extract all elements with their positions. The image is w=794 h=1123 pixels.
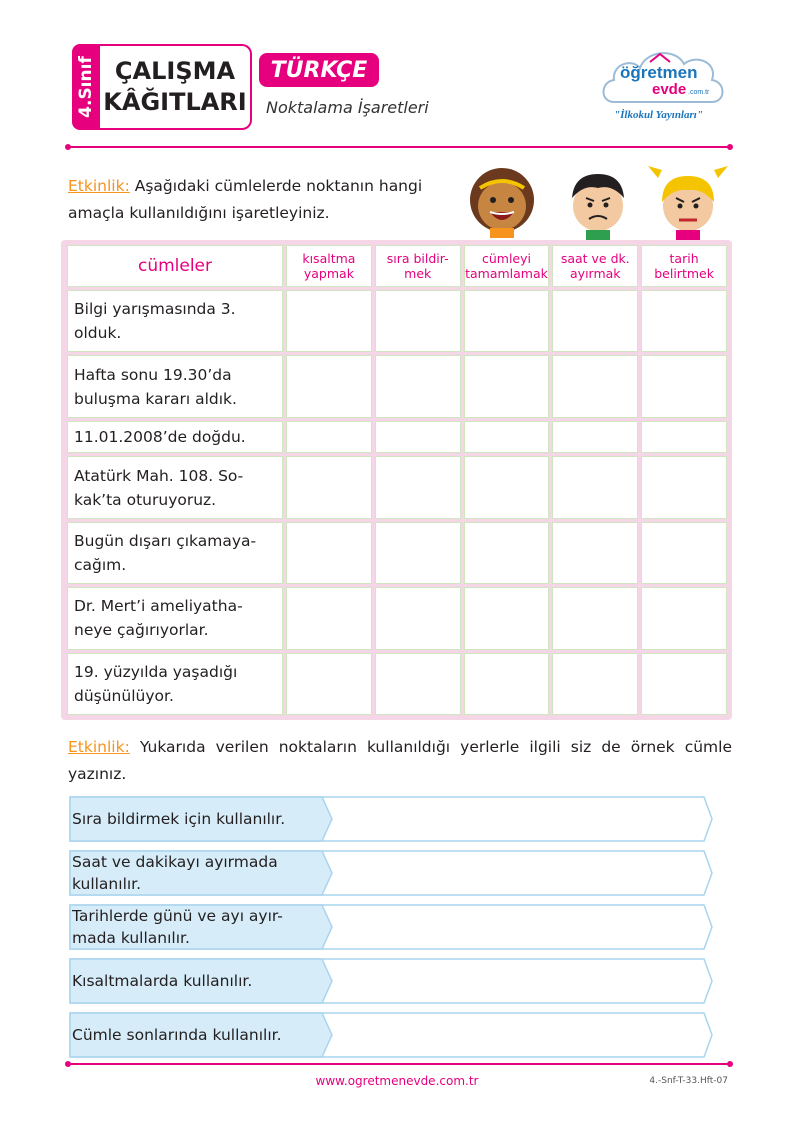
answer-prompt: Kısaltmalarda kullanılır. [72,972,253,990]
column-header-time: saat ve dk. ayırmak [552,245,638,287]
footer-divider [68,1063,730,1065]
answer-cell[interactable] [464,653,550,715]
answer-row [68,957,714,1005]
answer-cell[interactable] [464,456,550,518]
table-row [67,421,727,453]
answer-cell[interactable] [552,355,638,417]
answer-row [68,903,714,951]
logo-suffix: .com.tr [688,89,710,96]
publisher-logo [598,40,730,130]
table-row [67,653,727,715]
grade-tab [72,44,100,130]
title-line-2: KÂĞITLARI [103,88,247,116]
sentence-cell: Bilgi yarışmasında 3. olduk. [67,290,283,352]
subject-badge: TÜRKÇE [259,53,379,87]
sentence-cell: Atatürk Mah. 108. So-kak’ta oturuyoruz. [67,456,283,518]
sentence-cell: Dr. Mert’i ameliyatha-neye çağırıyorlar. [67,587,283,649]
table-row [67,290,727,352]
logo-text: öğretmen [620,63,698,82]
answer-cell[interactable] [286,355,372,417]
answer-row [68,849,714,897]
answer-cell[interactable] [464,290,550,352]
answer-cell[interactable] [552,456,638,518]
activity-2-label: Etkinlik: [68,738,130,756]
activity-1-label: Etkinlik: [68,177,130,195]
answer-cell[interactable] [552,421,638,453]
answer-cell[interactable] [552,290,638,352]
sentence-cell: 11.01.2008’de doğdu. [67,421,283,453]
activity-2-text: Yukarıda verilen noktaların kullanıldığı yerlerle ilgili siz de örnek cümle yazınız. [68,738,732,783]
answer-cell[interactable] [375,522,461,584]
answer-cell[interactable] [286,421,372,453]
sentence-cell: Bugün dışarı çıkamaya-cağım. [67,522,283,584]
answer-cell[interactable] [375,355,461,417]
answer-cell[interactable] [286,587,372,649]
worksheet-title [100,44,252,130]
footer-code: 4.-Snf-T-33.Hft-07 [649,1076,728,1086]
column-header-date: tarih belirtmek [641,245,727,287]
table-row [67,522,727,584]
title-line-1: ÇALIŞMA [114,57,236,85]
column-header-abbreviation: kısaltma yapmak [286,245,372,287]
answer-cell[interactable] [641,653,727,715]
exercise-table [64,242,730,718]
answer-row [68,795,714,843]
answer-cell[interactable] [552,653,638,715]
answer-cell[interactable] [641,421,727,453]
table-row [67,355,727,417]
sad-face-icon [572,174,624,240]
answer-row [68,1011,714,1059]
activity-1-text: Aşağıdaki cümlelerde noktanın hangi amaçla kullanıldığını işaretleyiniz. [68,177,423,222]
answer-cell[interactable] [552,587,638,649]
answer-cell[interactable] [641,522,727,584]
sentence-cell: Hafta sonu 19.30’da buluşma kararı aldık. [67,355,283,417]
laughing-face-icon [470,168,534,238]
answer-cell[interactable] [375,456,461,518]
angry-face-icon [648,166,728,240]
sentence-column-header: cümleler [67,245,283,287]
kids-illustration [462,158,730,248]
header-divider [68,146,730,148]
footer-url[interactable]: www.ogretmenevde.com.tr [315,1074,479,1088]
answer-prompt: Tarihlerde günü ve ayı ayır-mada kullanılır. [72,907,283,947]
answer-cell[interactable] [641,355,727,417]
answer-cell[interactable] [375,587,461,649]
answer-cell[interactable] [375,421,461,453]
answer-cell[interactable] [641,587,727,649]
logo-text-evde: evde [652,81,687,98]
answer-cell[interactable] [464,355,550,417]
table-row [67,587,727,649]
activity-2-instruction [68,734,732,788]
table-header-row [67,245,727,287]
grade-label: 4.Sınıf [76,56,96,118]
topic-title: Noktalama İşaretleri [266,98,429,117]
logo-tagline: "İlkokul Yayınları" [614,109,703,121]
answer-cell[interactable] [464,421,550,453]
answer-cell[interactable] [641,456,727,518]
answer-cell[interactable] [286,290,372,352]
answer-prompt: Saat ve dakikayı ayırmada kullanılır. [72,853,278,893]
column-header-ordinal: sıra bildir-mek [375,245,461,287]
answer-cell[interactable] [464,522,550,584]
answer-cell[interactable] [375,290,461,352]
answer-cell[interactable] [641,290,727,352]
column-header-sentence-end: cümleyi tamamlamak [464,245,550,287]
table-row [67,456,727,518]
answer-cell[interactable] [552,522,638,584]
answer-cell[interactable] [286,653,372,715]
answer-prompt: Sıra bildirmek için kullanılır. [72,810,286,828]
sentence-cell: 19. yüzyılda yaşadığı düşünülüyor. [67,653,283,715]
answer-cell[interactable] [286,522,372,584]
answer-cell[interactable] [286,456,372,518]
answer-prompt: Cümle sonlarında kullanılır. [72,1026,282,1044]
answer-cell[interactable] [464,587,550,649]
activity-1-instruction [68,173,458,227]
answer-cell[interactable] [375,653,461,715]
